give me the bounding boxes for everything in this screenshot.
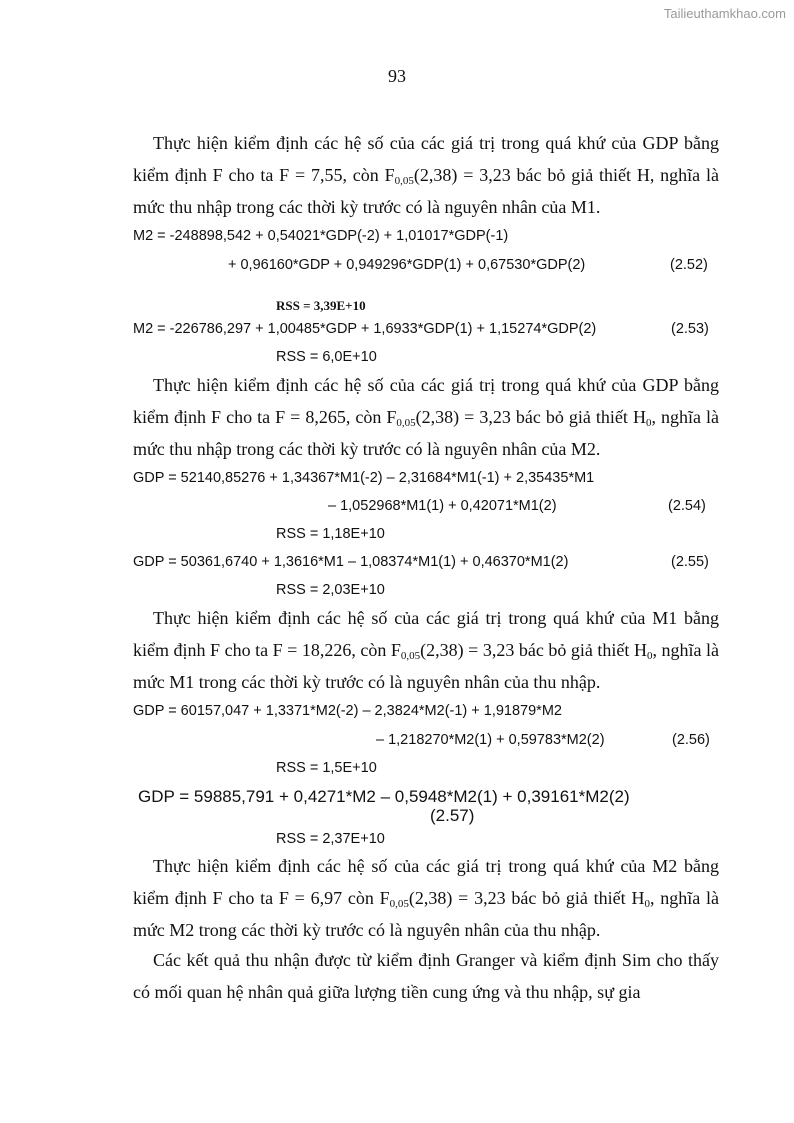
subscript: 0,05	[389, 898, 409, 910]
subscript: 0,05	[394, 175, 414, 187]
equation-2-56-line2: – 1,218270*M2(1) + 0,59783*M2(2)	[376, 732, 605, 748]
rss-value: RSS = 1,5E+10	[276, 760, 377, 776]
equation-number: (2.57)	[430, 806, 475, 825]
paragraph-text: Thực hiện kiểm định các hệ số của các giá trị trong quá khứ của GDP bằng kiểm định F cho ta F = 7,55, còn F	[133, 133, 719, 185]
equation-2-54-line1: GDP = 52140,85276 + 1,34367*M1(-2) – 2,31684*M1(-1) + 2,35435*M1	[133, 470, 595, 486]
paragraph-text: (2,38) = 3,23 bác bỏ giả thiết H, nghĩa là mức thu nhập trong các thời kỳ trước có là nguyên nhân của M1.	[133, 165, 719, 217]
paragraph-text: Các kết quả thu nhận được từ kiểm định Granger và kiểm định Sim cho thấy có mối quan hệ nhân quả giữa lượng tiền cung ứng và thu nhập, sự gia	[133, 950, 719, 1002]
equation-2-57: GDP = 59885,791 + 0,4271*M2 – 0,5948*M2(1) + 0,39161*M2(2)	[138, 787, 630, 806]
equation-2-52-line1: M2 = -248898,542 + 0,54021*GDP(-2) + 1,01017*GDP(-1)	[133, 228, 509, 244]
paragraph-text: Thực hiện kiểm định các hệ số của các giá trị trong quá khứ của M1 bằng kiểm định F cho ta F = 18,226, còn F	[133, 608, 719, 660]
paragraph-text: (2,38) = 3,23 bác bỏ giả thiết H	[420, 640, 647, 660]
paragraph-text: , nghĩa là mức M1 trong các thời kỳ trước có là nguyên nhân của thu nhập.	[133, 640, 719, 692]
equation-2-52-line2: + 0,96160*GDP + 0,949296*GDP(1) + 0,67530*GDP(2)	[228, 257, 586, 273]
paragraph-text: Thực hiện kiểm định các hệ số của các giá trị trong quá khứ của M2 bằng kiểm định F cho ta F = 6,97 còn F	[133, 856, 719, 908]
paragraph-granger-m2-gdp	[133, 850, 719, 946]
equation-number: (2.54)	[668, 498, 706, 514]
subscript: 0	[646, 650, 653, 662]
equation-number: (2.52)	[670, 257, 708, 273]
paragraph-granger-m1-gdp	[133, 602, 719, 698]
subscript: 0	[645, 417, 652, 429]
equation-2-55: GDP = 50361,6740 + 1,3616*M1 – 1,08374*M1(1) + 0,46370*M1(2)	[133, 554, 569, 570]
rss-value: RSS = 1,18E+10	[276, 526, 385, 542]
watermark: Tailieuthamkhao.com	[663, 6, 786, 21]
equation-number: (2.55)	[671, 554, 709, 570]
rss-value: RSS = 2,37E+10	[276, 831, 385, 847]
equation-2-54-line2: – 1,052968*M1(1) + 0,42071*M1(2)	[328, 498, 557, 514]
rss-value: RSS = 2,03E+10	[276, 582, 385, 598]
paragraph-text: , nghĩa là mức thu nhập trong các thời kỳ trước có là nguyên nhân của M2.	[133, 407, 719, 459]
equation-number: (2.53)	[671, 321, 709, 337]
paragraph-text: , nghĩa là mức M2 trong các thời kỳ trước có là nguyên nhân của thu nhập.	[133, 888, 719, 940]
paragraph-granger-gdp-m2	[133, 369, 719, 465]
paragraph-text: (2,38) = 3,23 bác bỏ giả thiết H	[408, 888, 645, 908]
page-number: 93	[388, 66, 406, 86]
subscript: 0,05	[400, 650, 421, 662]
rss-value: RSS = 6,0E+10	[276, 349, 377, 365]
equation-2-56-line1: GDP = 60157,047 + 1,3371*M2(-2) – 2,3824*M2(-1) + 1,91879*M2	[133, 703, 562, 719]
subscript: 0,05	[396, 417, 416, 429]
paragraph-text: Thực hiện kiểm định các hệ số của các giá trị trong quá khứ của GDP bằng kiểm định F cho ta F = 8,265, còn F	[133, 375, 719, 427]
rss-value: RSS = 3,39E+10	[276, 298, 366, 313]
paragraph-text: (2,38) = 3,23 bác bỏ giả thiết H	[415, 407, 646, 427]
equation-number: (2.56)	[672, 732, 710, 748]
equation-2-53: M2 = -226786,297 + 1,00485*GDP + 1,6933*GDP(1) + 1,15274*GDP(2)	[133, 321, 597, 337]
paragraph-conclusion	[133, 944, 719, 1008]
paragraph-granger-gdp-m1	[133, 127, 719, 223]
subscript: 0	[644, 898, 650, 910]
